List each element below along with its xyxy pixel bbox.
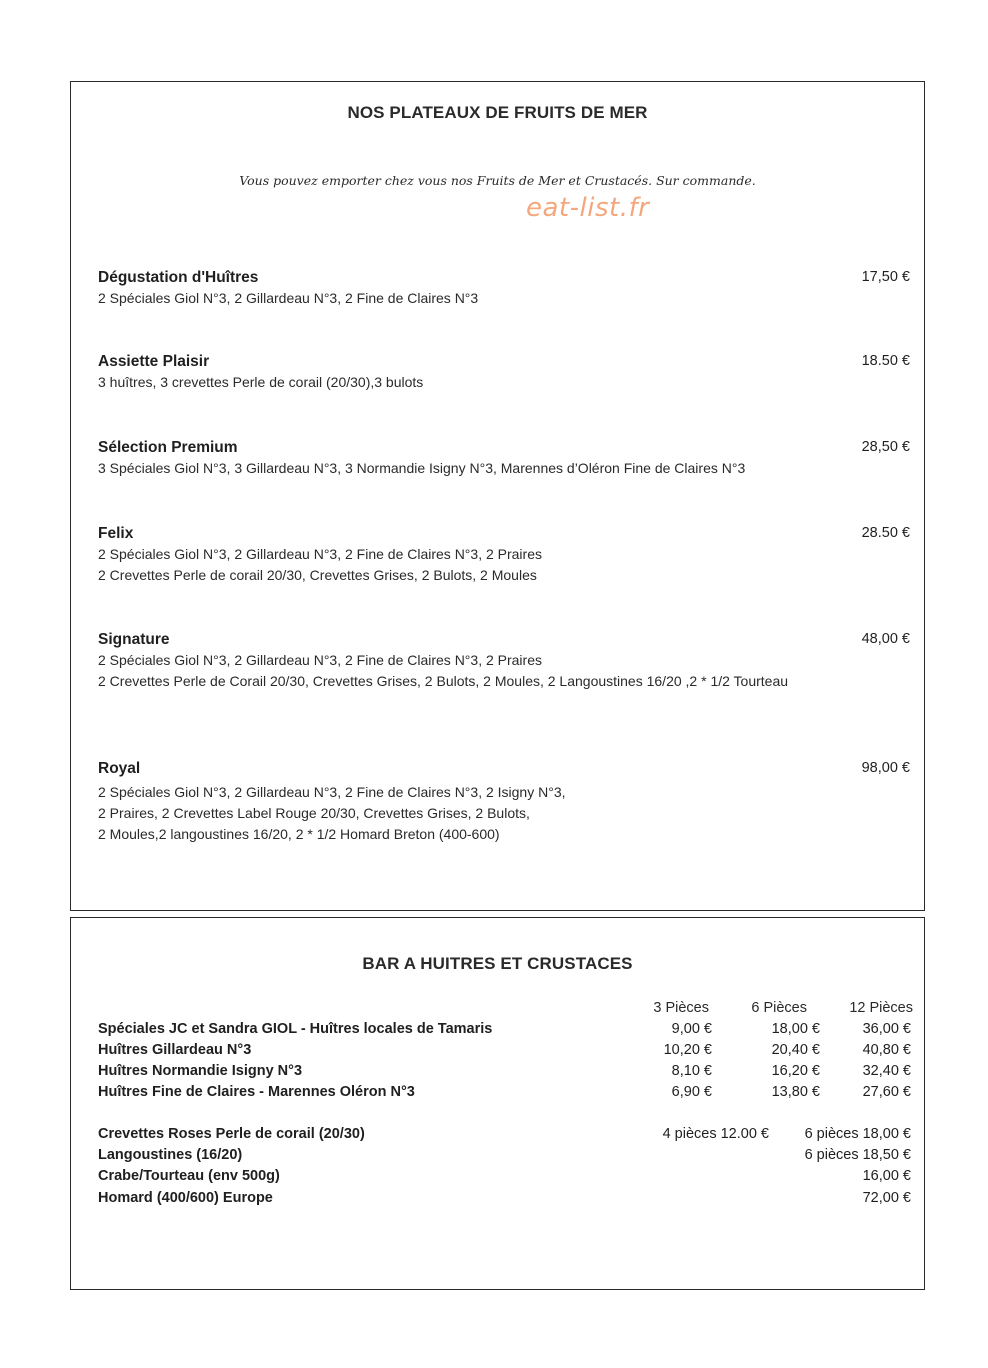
oyster-name: Huîtres Gillardeau N°3	[98, 1042, 252, 1058]
crustace-name: Homard (400/600) Europe	[98, 1190, 273, 1206]
menu-item-royal	[98, 758, 910, 845]
menu-item-signature	[98, 629, 910, 692]
menu-item-degustation	[98, 267, 910, 309]
column-header-3: 3 Pièces	[653, 1000, 709, 1016]
bar-section	[70, 917, 925, 1290]
crustace-price: 6 pièces 18,50 €	[804, 1147, 911, 1163]
item-price: 48,00 €	[861, 631, 910, 647]
item-description: 3 Spéciales Giol N°3, 3 Gillardeau N°3, 3 Normandie Isigny N°3, Marennes d’Oléron Fine de Claires N°3	[98, 460, 746, 476]
column-header-12: 12 Pièces	[849, 1000, 913, 1016]
price-12: 32,40 €	[862, 1063, 911, 1079]
oyster-row	[98, 1061, 911, 1082]
price-6: 20,40 €	[771, 1042, 820, 1058]
column-header-6: 6 Pièces	[751, 1000, 807, 1016]
item-name: Signature	[98, 631, 170, 648]
item-price: 28,50 €	[861, 439, 910, 455]
crustace-price: 16,00 €	[862, 1168, 911, 1184]
item-name: Royal	[98, 760, 141, 777]
crustace-price: 6 pièces 18,00 €	[804, 1126, 911, 1142]
item-name: Sélection Premium	[98, 439, 238, 456]
plateaux-title: NOS PLATEAUX DE FRUITS DE MER	[347, 103, 648, 122]
crustace-row	[98, 1145, 911, 1166]
item-description: 2 Spéciales Giol N°3, 2 Gillardeau N°3, 2 Fine de Claires N°3, 2 Praires 2 Crevettes Perle de Corail 20/30, Crevettes Grises, 2 Bulots, 2 Moules, 2 Langoustines 16/20 ,2 * 1/2 Tourteau	[98, 652, 789, 689]
item-price: 98,00 €	[861, 760, 910, 776]
bar-title: BAR A HUITRES ET CRUSTACES	[362, 954, 633, 973]
watermark: eat-list.fr	[526, 193, 650, 223]
price-6: 16,20 €	[771, 1063, 820, 1079]
item-price: 18.50 €	[861, 353, 910, 369]
plateaux-section	[70, 81, 925, 911]
item-name: Assiette Plaisir	[98, 353, 210, 370]
menu-item-felix	[98, 523, 910, 586]
oyster-name: Huîtres Normandie Isigny N°3	[98, 1063, 303, 1079]
plateaux-subtitle: Vous pouvez emporter chez vous nos Fruits de Mer et Crustacés. Sur commande.	[239, 173, 756, 188]
price-3: 6,90 €	[671, 1084, 712, 1100]
price-3: 8,10 €	[671, 1063, 712, 1079]
menu-item-selection-premium	[98, 437, 910, 479]
oyster-name: Spéciales JC et Sandra GIOL - Huîtres locales de Tamaris	[98, 1021, 493, 1037]
crustace-row	[98, 1188, 911, 1209]
price-12: 27,60 €	[862, 1084, 911, 1100]
oyster-row	[98, 1082, 911, 1103]
item-price: 28.50 €	[861, 525, 910, 541]
crustace-row	[98, 1166, 911, 1187]
oyster-row	[98, 1040, 911, 1061]
item-name: Dégustation d'Huîtres	[98, 269, 259, 286]
oyster-name: Huîtres Fine de Claires - Marennes Oléron N°3	[98, 1084, 415, 1100]
crustace-name: Crabe/Tourteau (env 500g)	[98, 1168, 280, 1184]
item-description: 2 Spéciales Giol N°3, 2 Gillardeau N°3, 2 Fine de Claires N°3	[98, 290, 479, 306]
price-6: 18,00 €	[771, 1021, 820, 1037]
item-description: 2 Spéciales Giol N°3, 2 Gillardeau N°3, 2 Fine de Claires N°3, 2 Isigny N°3, 2 Praires, 2 Crevettes Label Rouge 20/30, Crevettes Grises, 2 Bulots, 2 Moules,2 langoustines 16/20, 2 * 1/2 Homard Breton (400-600)	[98, 784, 566, 842]
item-description: 2 Spéciales Giol N°3, 2 Gillardeau N°3, 2 Fine de Claires N°3, 2 Praires 2 Crevettes Perle de corail 20/30, Crevettes Grises, 2 Bulots, 2 Moules	[98, 546, 542, 583]
price-3: 10,20 €	[663, 1042, 712, 1058]
crustace-name: Langoustines (16/20)	[98, 1147, 243, 1163]
crustace-row	[98, 1124, 911, 1145]
oyster-row	[98, 1019, 911, 1040]
menu-item-assiette-plaisir	[98, 351, 910, 393]
price-12: 36,00 €	[862, 1021, 911, 1037]
price-4-pieces: 4 pièces 12.00 €	[662, 1126, 769, 1142]
crustace-name: Crevettes Roses Perle de corail (20/30)	[98, 1126, 365, 1142]
price-6: 13,80 €	[771, 1084, 820, 1100]
item-description: 3 huîtres, 3 crevettes Perle de corail (20/30),3 bulots	[98, 374, 424, 390]
price-3: 9,00 €	[671, 1021, 712, 1037]
item-name: Felix	[98, 525, 134, 542]
price-12: 40,80 €	[862, 1042, 911, 1058]
item-price: 17,50 €	[861, 269, 910, 285]
crustace-price: 72,00 €	[862, 1190, 911, 1206]
price-column-headers	[98, 998, 911, 1019]
